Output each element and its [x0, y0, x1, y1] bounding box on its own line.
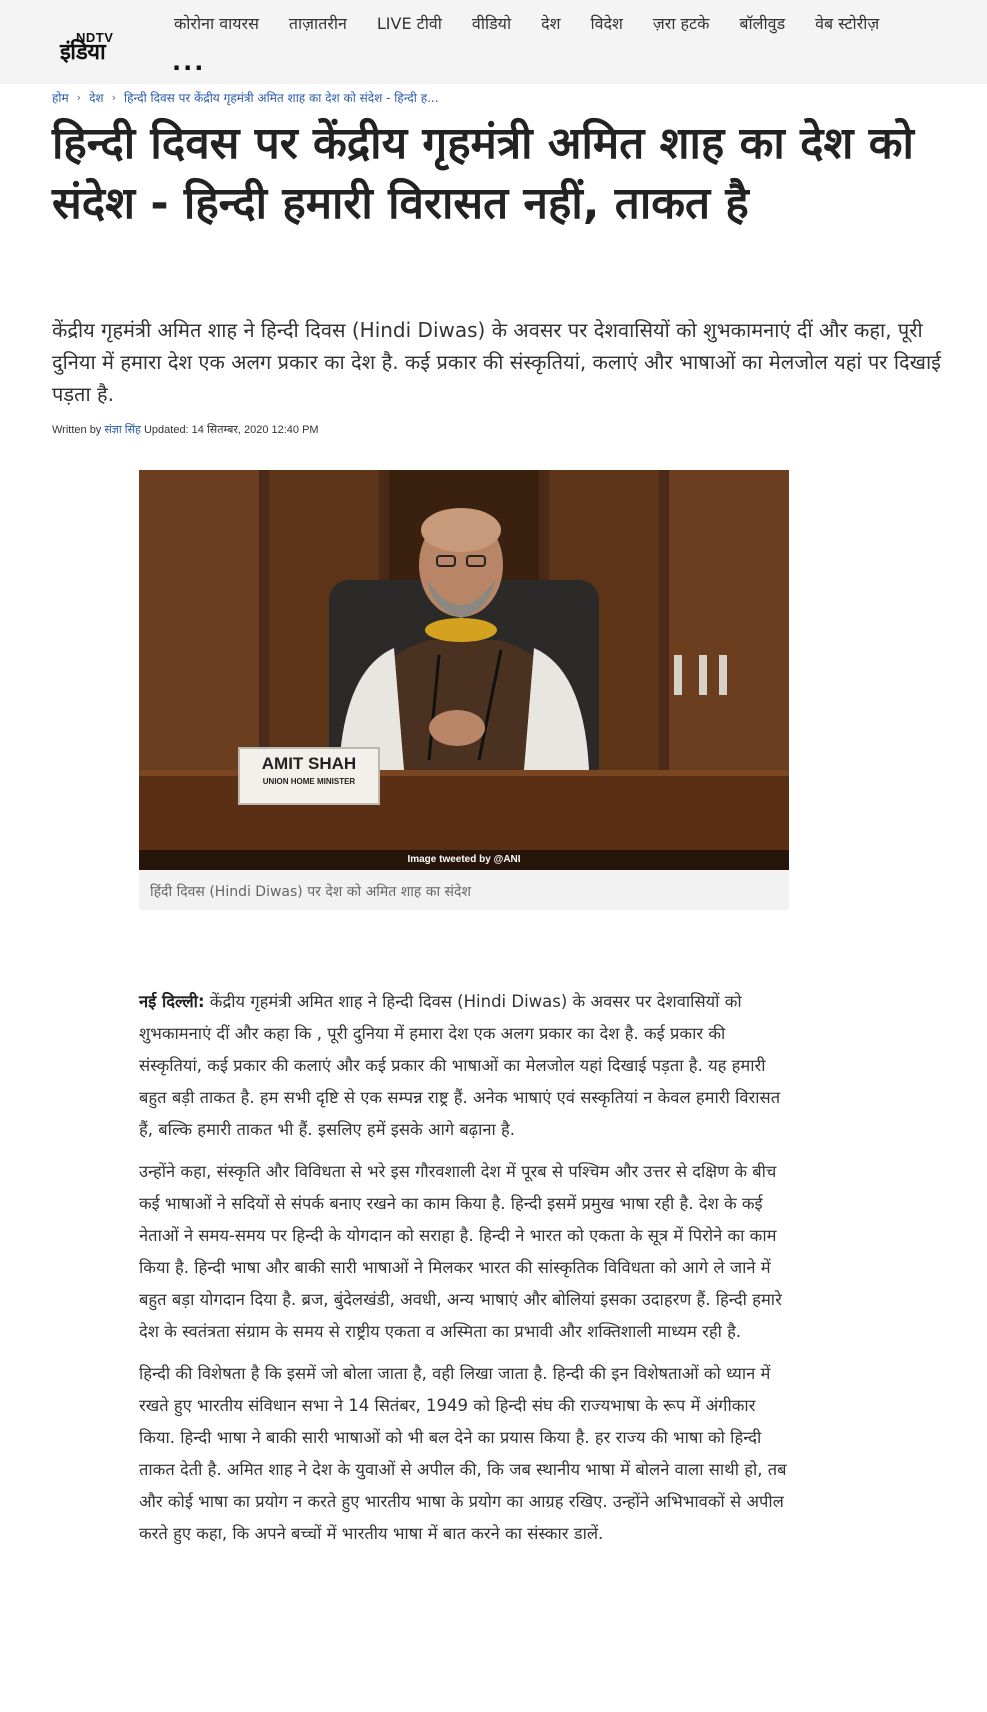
byline-prefix: Written by	[52, 424, 102, 436]
nameplate	[239, 752, 379, 788]
nav-item-web-stories[interactable]: वेब स्टोरीज़	[815, 14, 880, 33]
nameplate-name: AMIT SHAH	[261, 754, 357, 773]
nav-item-videsh[interactable]: विदेश	[590, 14, 623, 33]
nameplate-title: UNION HOME MINISTER	[262, 777, 356, 786]
article-photo[interactable]	[139, 470, 789, 870]
logo-india-text: इंडिया	[60, 40, 106, 65]
photo-illustration	[139, 470, 789, 870]
article-figure	[139, 470, 789, 910]
dateline: नई दिल्ली:	[139, 992, 205, 1011]
breadcrumb	[52, 89, 439, 106]
nav-item-bollywood[interactable]: बॉलीवुड	[739, 14, 786, 33]
chevron-right-icon: ›	[111, 91, 117, 104]
nav-item-desh[interactable]: देश	[541, 14, 561, 33]
breadcrumb-home[interactable]: होम	[52, 91, 69, 105]
nav-item-video[interactable]: वीडियो	[471, 14, 512, 33]
breadcrumb-section[interactable]: देश	[89, 91, 104, 105]
article-body	[139, 986, 789, 1560]
logo-ndtv-text: NDTV	[76, 30, 114, 45]
updated-timestamp: Updated: 14 सितम्बर, 2020 12:40 PM	[143, 424, 319, 436]
ndtv-india-logo[interactable]	[60, 30, 140, 64]
nav-item-zara-hatke[interactable]: ज़रा हटके	[652, 14, 710, 33]
article-headline: हिन्दी दिवस पर केंद्रीय गृहमंत्री अमित शाह का देश को संदेश - हिन्दी हमारी विरासत नहीं, ताकत है	[52, 118, 914, 229]
more-menu-icon[interactable]: ...	[172, 48, 206, 76]
breadcrumb-current[interactable]: हिन्दी दिवस पर केंद्रीय गृहमंत्री अमित शाह का देश को संदेश - हिन्दी ह...	[124, 91, 439, 105]
image-caption: हिंदी दिवस (Hindi Diwas) पर देश को अमित शाह का संदेश	[150, 884, 471, 900]
article-paragraph-1	[139, 986, 789, 1146]
nav-item-corona[interactable]: कोरोना वायरस	[174, 14, 259, 33]
top-header	[0, 0, 987, 84]
byline	[52, 422, 319, 437]
nav-item-latest[interactable]: ताज़ातरीन	[288, 14, 347, 33]
paragraph-1-text: केंद्रीय गृहमंत्री अमित शाह ने हिन्दी दिवस (Hindi Diwas) के अवसर पर देशवासियों को शुभकामनाएं दीं और कहा कि , पूरी दुनिया में हमारा देश एक अलग प्रकार का देश है. कई प्रकार की संस्कृतियां, कई प्रकार की कलाएं और कई प्रकार की भाषाओं का मेलजोल यहां दिखाई पड़ता है. यह हमारी बहुत बड़ी ताकत है. हम सभी दृष्टि से एक सम्पन्न राष्ट्र हैं. अनेक भाषाएं एवं सस्कृतियां न केवल हमारी विरासत हैं, बल्कि हमारी ताकत भी हैं. इसलिए हमें इसके आगे बढ़ाना है.	[139, 992, 781, 1139]
article-paragraph-2: उन्होंने कहा, संस्कृति और विविधता से भरे इस गौरवशाली देश में पूरब से पश्चिम और उत्तर से दक्षिण के बीच कई भाषाओं ने सदियों से संपर्क बनाए रखने का काम किया है. हिन्दी इसमें प्रमुख भाषा रही है. देश के कई नेताओं ने समय-समय पर हिन्दी के योगदान को सराहा है. हिन्दी ने भारत को एकता के सूत्र में पिरोने का काम किया है. हिन्दी भाषा और बाकी सारी भाषाओं ने मिलकर भारत की सांस्कृतिक विविधता को आगे ले जाने में बहुत बड़ा योगदान दिया है. ब्रज, बुंदेलखंडी, अवधी, अन्य भाषाएं और बोलियां इसका उदाहरण हैं. हिन्दी हमारे देश के स्वतंत्रता संग्राम के समय से राष्ट्रीय एकता व अस्मिता का प्रभावी और शक्तिशाली माध्यम रही है.	[139, 1162, 782, 1341]
image-credit: Image tweeted by @ANI	[139, 850, 789, 870]
main-nav	[174, 12, 909, 34]
article-summary: केंद्रीय गृहमंत्री अमित शाह ने हिन्दी दिवस (Hindi Diwas) के अवसर पर देशवासियों को शुभकामनाएं दीं और कहा, पूरी दुनिया में हमारा देश एक अलग प्रकार का देश है. कई प्रकार की संस्कृतियां, कलाएं और भाषाओं का मेलजोल यहां पर दिखाई पड़ता है.	[52, 318, 941, 406]
chevron-right-icon: ›	[76, 91, 82, 104]
author-link[interactable]: संज्ञा सिंह	[104, 424, 141, 436]
nav-item-live-tv[interactable]: LIVE टीवी	[376, 14, 442, 33]
article-paragraph-3: हिन्दी की विशेषता है कि इसमें जो बोला जाता है, वही लिखा जाता है. हिन्दी की इन विशेषताओं को ध्यान में रखते हुए भारतीय संविधान सभा ने 14 सितंबर, 1949 को हिन्दी संघ की राज्यभाषा के रूप में अंगीकार किया. हिन्दी भाषा ने बाकी सारी भाषाओं को भी बल देने का प्रयास किया है. हर राज्य की भाषा को हिन्दी ताकत देती है. अमित शाह ने देश के युवाओं से अपील की, कि जब स्थानीय भाषा में बोलने वाला साथी हो, तब और कोई भाषा का प्रयोग न करते हुए भारतीय भाषा के प्रयोग का आग्रह रखिए. उन्होंने अभिभावकों से अपील करते हुए कहा, कि अपने बच्चों में भारतीय भाषा में बात करने का संस्कार डालें.	[139, 1364, 787, 1543]
